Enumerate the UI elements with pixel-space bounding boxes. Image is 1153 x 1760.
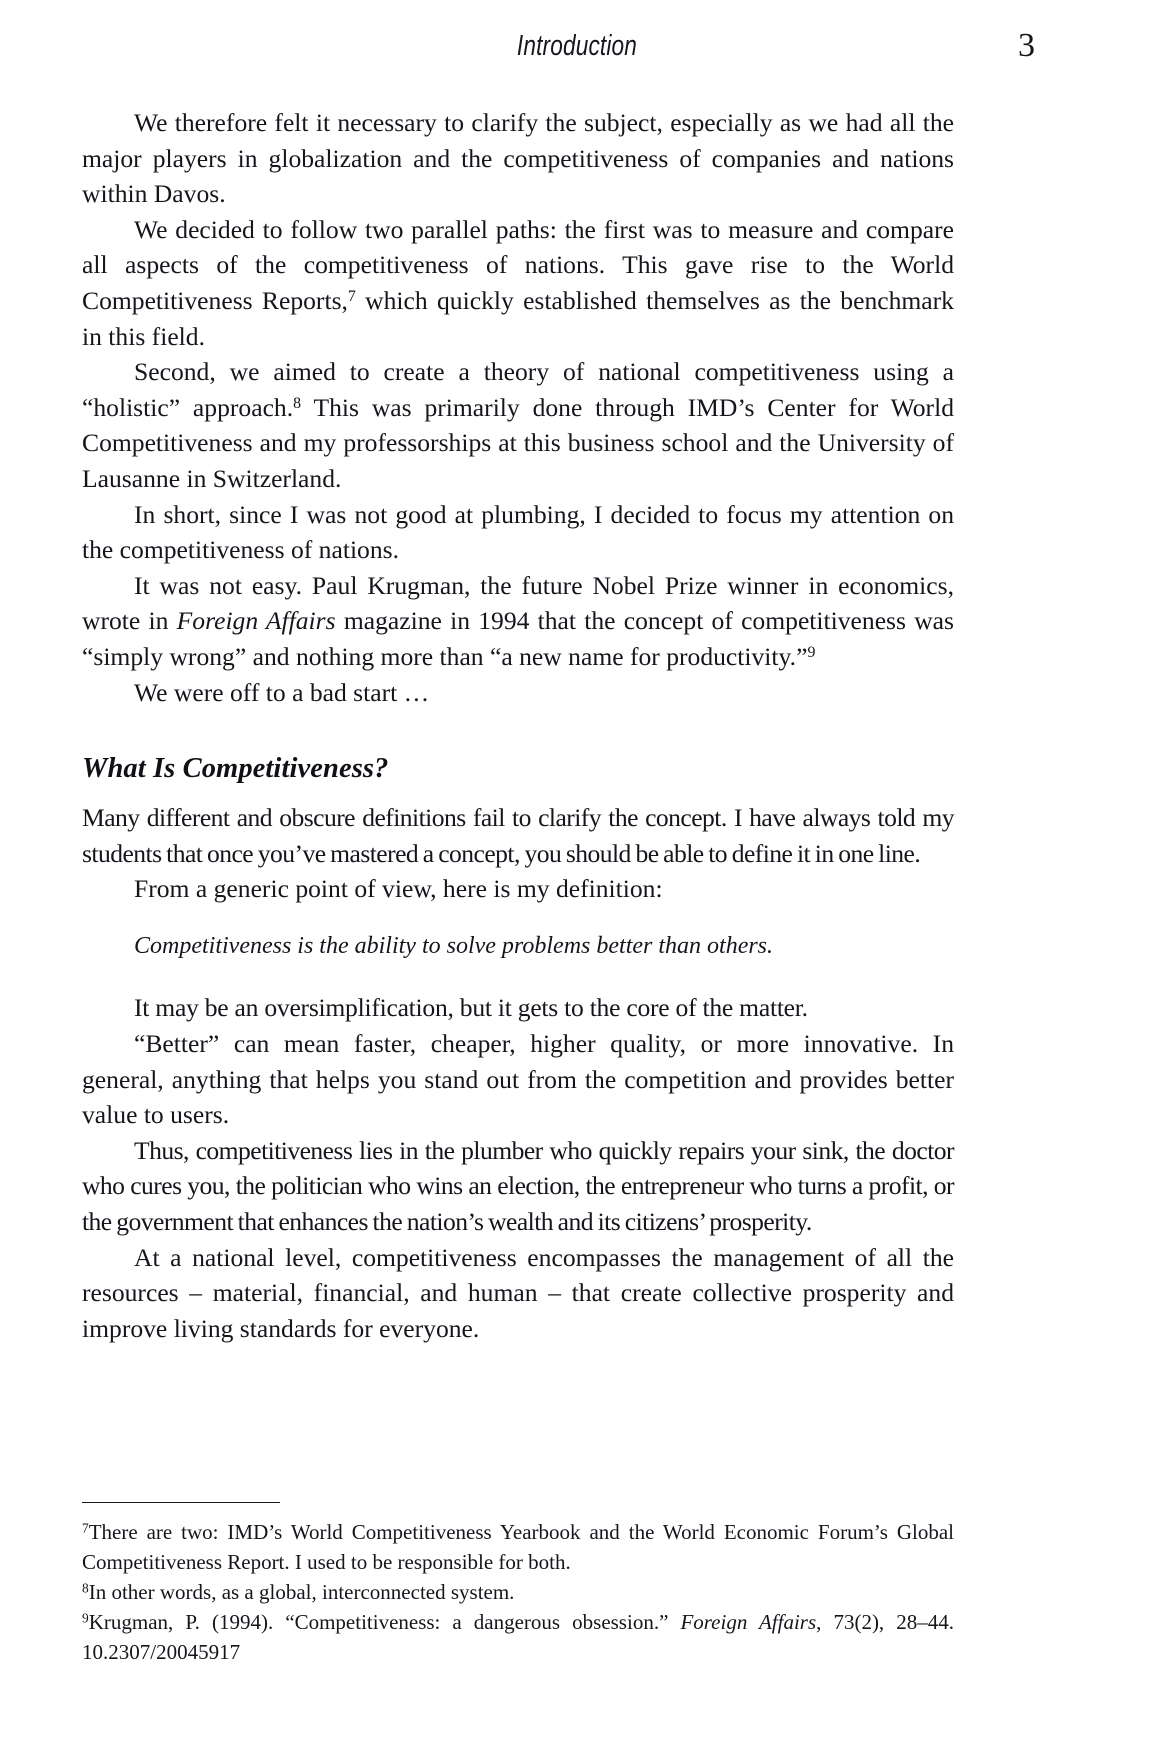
page-number: 3 (1018, 27, 1035, 64)
footnote-separator-rule (82, 1502, 280, 1503)
paragraph-3-text-a: Second, we aimed to create a theory of national competitiveness using a “holistic” approach. (82, 357, 954, 422)
footnote-marker-7: 7 (82, 1520, 89, 1536)
footnote-8-text: In other words, as a global, interconnected system. (88, 1580, 515, 1604)
paragraph-2-text-a: We decided to follow two parallel paths: the first was to measure and compare all aspects of the competitiveness of nations. This gave rise to the World Competitiveness Reports, (82, 214, 954, 315)
section-heading: What Is Competitiveness? (82, 753, 389, 785)
paragraph-3-text-b: This was primarily done through IMD’s Center for World Competitiveness and my professorships at this business school and the University of Lausanne in Switzerland. (82, 392, 954, 493)
footnote-ref-9[interactable]: 9 (807, 643, 816, 661)
paragraph-5 (82, 568, 954, 675)
footnote-marker-9: 9 (82, 1610, 89, 1626)
footnote-area (82, 1502, 954, 1667)
spacer-after-definition (82, 964, 954, 990)
paragraph-8: From a generic point of view, here is my definition: (134, 874, 663, 904)
footnote-ref-8[interactable]: 8 (293, 394, 302, 412)
paragraph-11: Thus, competitiveness lies in the plumber who quickly repairs your sink, the doctor who cures you, the politician who wins an election, the entrepreneur who turns a profit, or the government that enhances the nation’s wealth and its citizens’ prosperity. (82, 1135, 954, 1237)
paragraph-5-text-a: It was not easy. Paul Krugman, the future Nobel Prize winner in economics, wrote in (82, 570, 954, 636)
paragraph-6: We were off to a bad start … (134, 677, 430, 707)
paragraph-2 (82, 212, 954, 354)
paragraph-9: It may be an oversimplification, but it gets to the core of the matter. (134, 993, 808, 1023)
running-head-title: Introduction (516, 30, 637, 62)
running-head (82, 27, 1071, 76)
paragraph-12: At a national level, competitiveness encompasses the management of all the resources – material, financial, and human – that create collective prosperity and improve living standards for everyone. (82, 1242, 954, 1343)
spacer-before-heading (82, 710, 954, 752)
spacer-after-heading (82, 786, 954, 800)
paragraph-4: In short, since I was not good at plumbing, I decided to focus my attention on the competitiveness of nations. (82, 499, 954, 565)
footnote-journal-title: Foreign Affairs (680, 1610, 817, 1634)
text-block (82, 105, 954, 1346)
paragraph-2-text-b: which quickly established themselves as the benchmark in this field. (82, 285, 954, 351)
journal-title-foreign-affairs: Foreign Affairs (176, 606, 336, 636)
spacer-before-definition (82, 907, 954, 929)
paragraph-10: “Better” can mean faster, cheaper, higher quality, or more innovative. In general, anything that helps you stand out from the competition and provides better value to users. (82, 1029, 954, 1130)
paragraph-7: Many different and obscure definitions fail to clarify the concept. I have always told my students that once you’ve mastered a concept, you should be able to define it in one line. (82, 803, 954, 868)
footnote-8 (82, 1577, 954, 1607)
paragraph-3 (82, 354, 954, 496)
footnote-7 (82, 1517, 954, 1577)
footnote-7-text: There are two: IMD’s World Competitiveness Yearbook and the World Economic Forum’s Global Competitiveness Report. I used to be responsible for both. (82, 1520, 954, 1574)
footnote-marker-8: 8 (82, 1580, 89, 1596)
footnote-9-text-a: Krugman, P. (1994). “Competitiveness: a dangerous obsession.” (88, 1610, 681, 1634)
definition-statement: Competitiveness is the ability to solve problems better than others. (134, 932, 774, 959)
footnote-9-text-b: , 73(2), 28–44. 10.2307/20045917 (82, 1610, 954, 1664)
footnote-ref-7[interactable]: 7 (347, 287, 356, 305)
paragraph-5-text-b: magazine in 1994 that the concept of competitiveness was “simply wrong” and nothing more than “a new name for productivity.” (82, 606, 955, 671)
paragraph-1: We therefore felt it necessary to clarify the subject, especially as we had all the major players in globalization and the competitiveness of companies and nations within Davos. (82, 108, 954, 209)
footnote-9 (82, 1607, 954, 1667)
